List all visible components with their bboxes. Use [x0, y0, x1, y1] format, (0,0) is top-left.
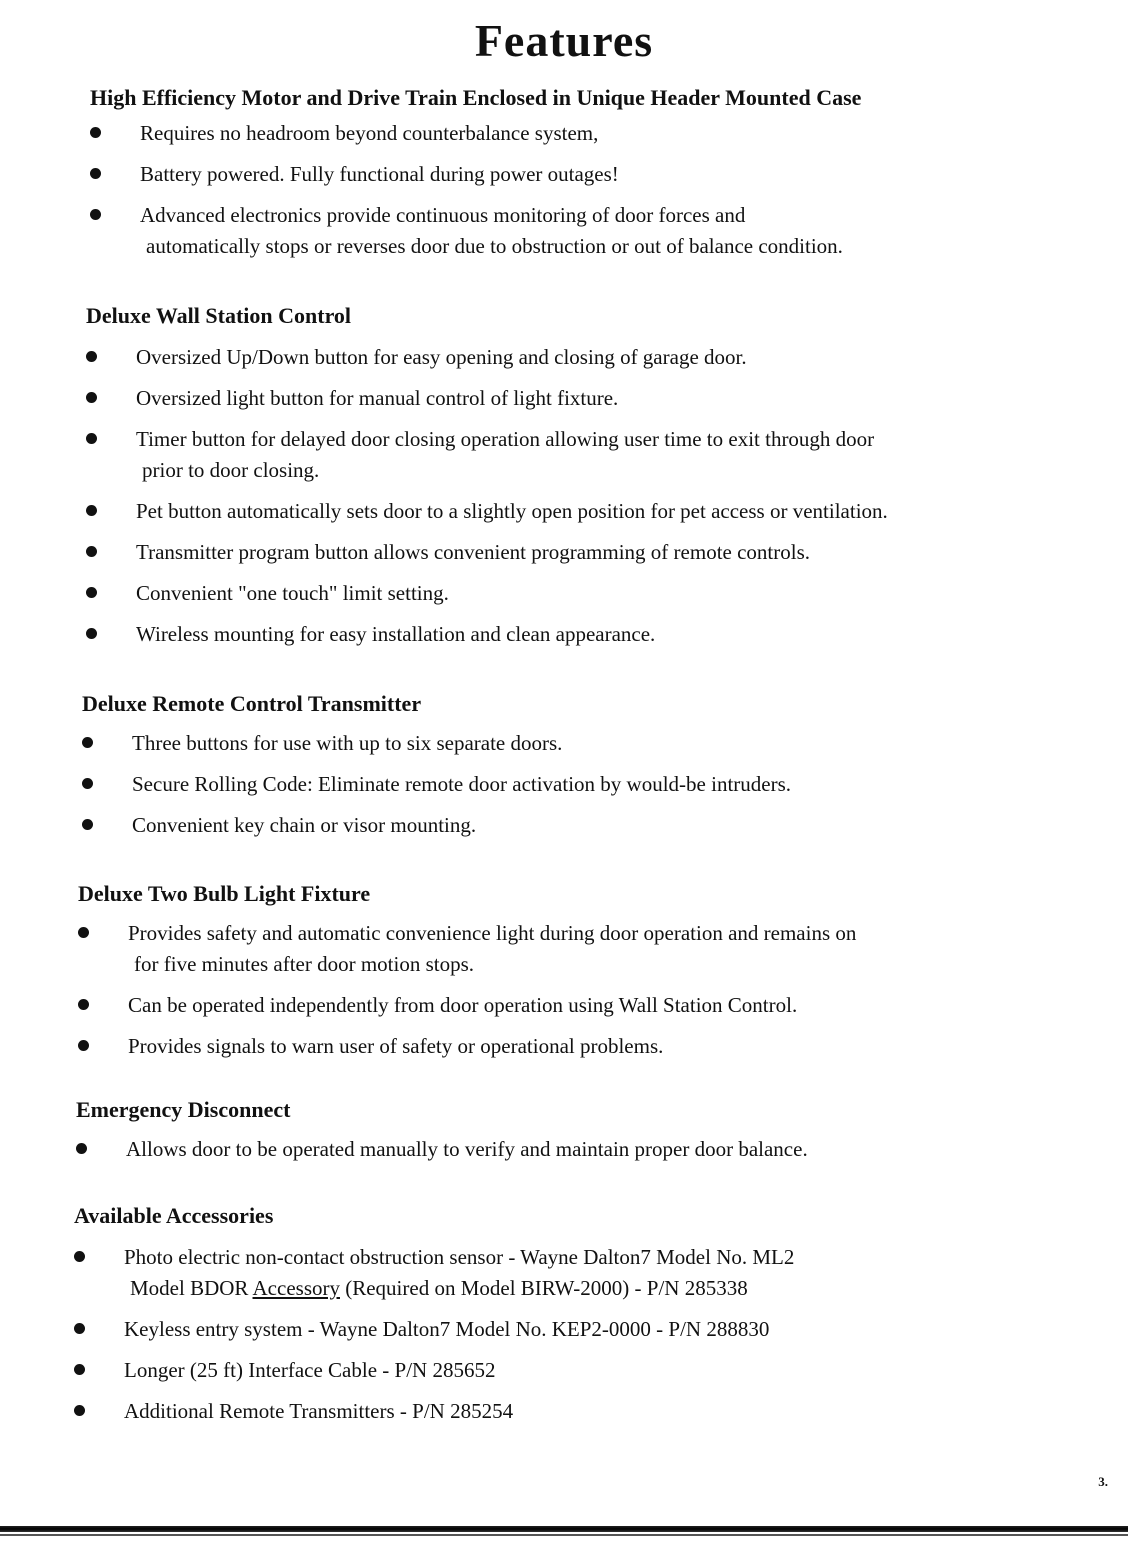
item-text: Can be operated independently from door operation using Wall Station Control.: [128, 993, 798, 1017]
item-text: Requires no headroom beyond counterbalance system,: [140, 121, 599, 145]
item-text: Oversized Up/Down button for easy opening and closing of garage door.: [136, 345, 747, 369]
bullet-icon: [78, 927, 89, 938]
list-item: [74, 1355, 1128, 1386]
list-item: [74, 1314, 1128, 1345]
bottom-rule-thin: [0, 1534, 1128, 1536]
list-item: [74, 1396, 1128, 1427]
list-item: [86, 537, 1128, 568]
item-text-part: (Required on Model BIRW-2000) - P/N 285338: [339, 1276, 748, 1300]
item-text: Longer (25 ft) Interface Cable - P/N 285652: [124, 1358, 496, 1382]
bullet-icon: [86, 392, 97, 403]
bullet-icon: [74, 1405, 85, 1416]
bottom-rule: [0, 1526, 1128, 1532]
bullet-icon: [86, 505, 97, 516]
bullet-icon: [86, 587, 97, 598]
item-text: Transmitter program button allows convenient programming of remote controls.: [136, 540, 811, 564]
bullet-icon: [86, 546, 97, 557]
item-text: Keyless entry system - Wayne Dalton7 Model No. KEP2-0000 - P/N 288830: [124, 1317, 770, 1341]
item-text-continued: automatically stops or reverses door due to obstruction or out of balance condition.: [146, 234, 843, 258]
bullet-icon: [74, 1364, 85, 1375]
section-remote-transmitter: [0, 690, 1128, 841]
section-heading: Deluxe Remote Control Transmitter: [82, 691, 422, 716]
section-heading: High Efficiency Motor and Drive Train Enclosed in Unique Header Mounted Case: [90, 85, 862, 110]
bullet-icon: [76, 1143, 87, 1154]
item-text: Advanced electronics provide continuous monitoring of door forces and: [140, 203, 746, 227]
section-heading: Available Accessories: [74, 1203, 274, 1228]
section-light-fixture: [0, 880, 1128, 1062]
bullet-icon: [74, 1323, 85, 1334]
item-text: Provides signals to warn user of safety or operational problems.: [128, 1034, 664, 1058]
item-text-continued: prior to door closing.: [142, 458, 320, 482]
item-text: Allows door to be operated manually to verify and maintain proper door balance.: [126, 1137, 808, 1161]
list-item: [90, 159, 1128, 190]
section-heading: Deluxe Two Bulb Light Fixture: [78, 881, 371, 906]
item-text: Additional Remote Transmitters - P/N 285254: [124, 1399, 514, 1423]
bullet-list: [90, 118, 1128, 262]
list-item: [78, 1031, 1128, 1062]
bullet-icon: [82, 737, 93, 748]
list-item: [78, 918, 1128, 980]
item-text: Pet button automatically sets door to a slightly open position for pet access or ventilation.: [136, 499, 888, 523]
item-text: Secure Rolling Code: Eliminate remote door activation by would-be intruders.: [132, 772, 792, 796]
bullet-icon: [86, 628, 97, 639]
bullet-icon: [78, 1040, 89, 1051]
list-item: [86, 342, 1128, 373]
list-item: [76, 1134, 1128, 1165]
list-item: [82, 810, 1128, 841]
section-motor-drive: [0, 84, 1128, 262]
page-title: Features: [474, 15, 654, 66]
bullet-icon: [74, 1251, 85, 1262]
bullet-icon: [86, 351, 97, 362]
accessory-label: Accessory: [252, 1276, 340, 1300]
bullet-list: [86, 342, 1128, 650]
bullet-icon: [90, 168, 101, 179]
list-item: [86, 424, 1128, 486]
section-emergency-disconnect: [0, 1096, 1128, 1165]
list-item: [90, 200, 1128, 262]
list-item: [86, 496, 1128, 527]
item-text: Oversized light button for manual control of light fixture.: [136, 386, 619, 410]
list-item: [74, 1242, 1128, 1304]
item-text: Convenient "one touch" limit setting.: [136, 581, 449, 605]
bullet-icon: [90, 127, 101, 138]
item-text-continued: for five minutes after door motion stops.: [134, 952, 475, 976]
bullet-icon: [82, 819, 93, 830]
page-number: 3.: [1098, 1474, 1108, 1489]
section-heading: Deluxe Wall Station Control: [86, 303, 352, 328]
item-text: Timer button for delayed door closing operation allowing user time to exit through door: [136, 427, 875, 451]
list-item: [82, 769, 1128, 800]
bullet-icon: [86, 433, 97, 444]
item-text: Wireless mounting for easy installation and clean appearance.: [136, 622, 656, 646]
bullet-list: [76, 1134, 1128, 1165]
bullet-list: [78, 918, 1128, 1062]
list-item: [86, 619, 1128, 650]
item-text-continued: [124, 1273, 1128, 1304]
list-item: [78, 990, 1128, 1021]
item-text: Convenient key chain or visor mounting.: [132, 813, 477, 837]
item-text-part: Model BDOR: [130, 1276, 253, 1300]
list-item: [86, 383, 1128, 414]
section-wall-station: [0, 302, 1128, 650]
bullet-icon: [78, 999, 89, 1010]
list-item: [82, 728, 1128, 759]
section-accessories: [0, 1202, 1128, 1427]
item-text: Provides safety and automatic convenience light during door operation and remains on: [128, 921, 857, 945]
section-heading: Emergency Disconnect: [76, 1097, 291, 1122]
bullet-icon: [82, 778, 93, 789]
item-text: Three buttons for use with up to six separate doors.: [132, 731, 563, 755]
bullet-list: [82, 728, 1128, 841]
list-item: [86, 578, 1128, 609]
list-item: [90, 118, 1128, 149]
bullet-icon: [90, 209, 101, 220]
item-text: Battery powered. Fully functional during power outages!: [140, 162, 619, 186]
bullet-list: [74, 1242, 1128, 1427]
item-text: Photo electric non-contact obstruction sensor - Wayne Dalton7 Model No. ML2: [124, 1245, 795, 1269]
